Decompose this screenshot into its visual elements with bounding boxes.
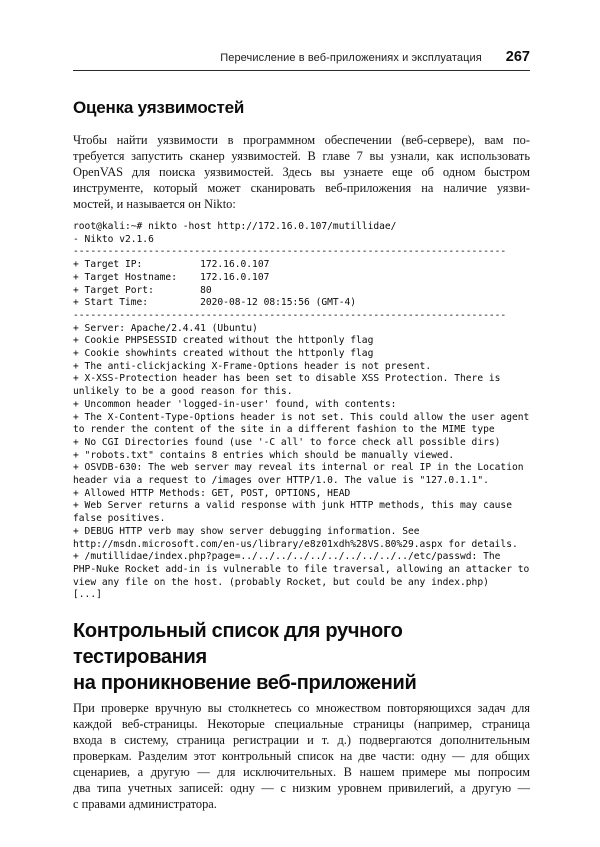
text-line: с правами администратора. (73, 797, 217, 812)
text-line: + Target Hostname: 172.16.0.107 (73, 271, 270, 283)
text-line: http://msdn.microsoft.com/en-us/library/e8z01xdh%28VS.80%29.aspx for details. (73, 538, 518, 550)
running-title: Перечисление в веб-приложениях и эксплуатация (220, 52, 482, 64)
text-line: сценариев, а другую — для исключительных. В нашем примере мы попросим (73, 765, 530, 780)
page-header (73, 49, 530, 65)
text-line: Контрольный список для ручного тестирования (73, 620, 403, 669)
section-heading-vulnerability-assessment: Оценка уязвимостей (73, 98, 245, 117)
header-rule (73, 70, 530, 71)
text-line: PHP-Nuke Rocket add-in is vulnerable to file traversal, allowing an attacker to (73, 563, 530, 575)
text-line: + The anti-clickjacking X-Frame-Options header is not present. (73, 360, 432, 372)
text-line: Чтобы найти уязвимости в программном обеспечении (веб-сервере), вам по- (73, 133, 530, 147)
text-line: + No CGI Directories found (use '-C all' to force check all possible dirs) (73, 436, 501, 448)
text-line: [...] (73, 589, 102, 601)
text-line: два типа учетных записей: одну — с низким уровнем привилегий, а другую — (73, 781, 530, 796)
text-line: инструменте, который может сканировать веб-приложения на наличие уязви- (73, 181, 530, 195)
text-line: + Cookie PHPSESSID created without the httponly flag (73, 335, 374, 347)
text-line: проверкам. Разделим этот контрольный список на две части: одну — для общих (73, 749, 530, 764)
text-line: + Target IP: 172.16.0.107 (73, 259, 270, 271)
text-line: --------------------------------------------------------------------------- (73, 246, 507, 258)
text-line: мостей, и называется он Nikto: (73, 197, 236, 211)
text-line: + /mutillidae/index.php?page=../../../../../../../../../../etc/passwd: The (73, 551, 501, 563)
text-line: unlikely to be a good reason for this. (73, 386, 293, 398)
terminal-output-nikto (73, 221, 530, 602)
text-line: При проверке вручную вы столкнетесь со множеством повторяющихся задач для (73, 701, 530, 716)
text-line: входа в систему, страница регистрации и т. д.) подвергаются дополнительным (73, 733, 530, 748)
text-line: + Uncommon header 'logged-in-user' found, with contents: (73, 398, 397, 410)
text-line: каждой веб-страницы. Некоторые специальные страницы (например, страница (73, 717, 530, 732)
paragraph-vulnerability-assessment (73, 132, 530, 212)
text-line: header via a request to /images over HTTP/1.0. The value is "127.0.1.1". (73, 475, 489, 487)
text-line: false positives. (73, 513, 166, 525)
text-line: + Cookie showhints created without the httponly flag (73, 348, 374, 360)
chapter-heading-checklist (73, 618, 530, 696)
paragraph-checklist-intro (73, 700, 530, 812)
text-line: + Web Server returns a valid response with junk HTTP methods, this may cause (73, 500, 512, 512)
page-number: 267 (505, 49, 530, 65)
text-line: + DEBUG HTTP verb may show server debugging information. See (73, 525, 420, 537)
text-line: + Target Port: 80 (73, 284, 212, 296)
text-line: + Server: Apache/2.4.41 (Ubuntu) (73, 322, 258, 334)
text-line: + The X-Content-Type-Options header is not set. This could allow the user agent (73, 411, 530, 423)
text-line: view any file on the host. (probably Rocket, but could be any index.php) (73, 576, 489, 588)
text-line: - Nikto v2.1.6 (73, 233, 154, 245)
text-line: + Start Time: 2020-08-12 08:15:56 (GMT-4) (73, 297, 357, 309)
text-line: на проникновение веб-приложений (73, 672, 417, 695)
text-line: to render the content of the site in a different fashion to the MIME type (73, 424, 495, 436)
text-line: + OSVDB-630: The web server may reveal its internal or real IP in the Location (73, 462, 524, 474)
text-line: + X-XSS-Protection header has been set to disable XSS Protection. There is (73, 373, 501, 385)
text-line: требуется запустить сканер уязвимостей. В главе 7 вы узнали, как использовать (73, 149, 530, 163)
text-line: --------------------------------------------------------------------------- (73, 309, 507, 321)
text-line: + Allowed HTTP Methods: GET, POST, OPTIONS, HEAD (73, 487, 351, 499)
text-line: OpenVAS для поиска уязвимостей. Здесь вы узнаете еще об одном быстром (73, 165, 530, 179)
text-line: + "robots.txt" contains 8 entries which should be manually viewed. (73, 449, 455, 461)
text-line: root@kali:~# nikto -host http://172.16.0.107/mutillidae/ (73, 221, 397, 232)
